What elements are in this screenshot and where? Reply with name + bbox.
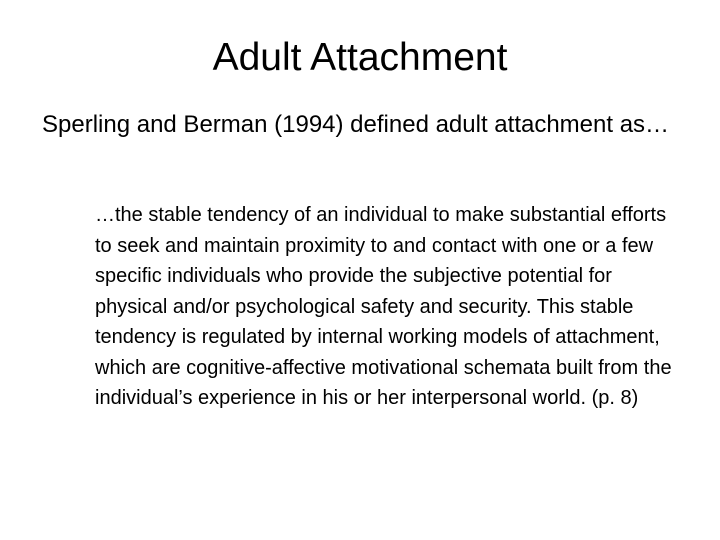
definition-quote: …the stable tendency of an individual to make substantial efforts to seek and maintain proximity to and contact with one or a few specific individuals who provide the subjective potential for physical and/or psychological safety and security. This stable tendency is regulated by internal working models of attachment, which are cognitive-affective motivational schemata built from the individual’s experience in his or her interpersonal world. (p. 8) [95, 204, 672, 409]
intro-text: Sperling and Berman (1994) defined adult attachment as… [42, 111, 670, 138]
slide-title: Adult Attachment [212, 36, 508, 79]
